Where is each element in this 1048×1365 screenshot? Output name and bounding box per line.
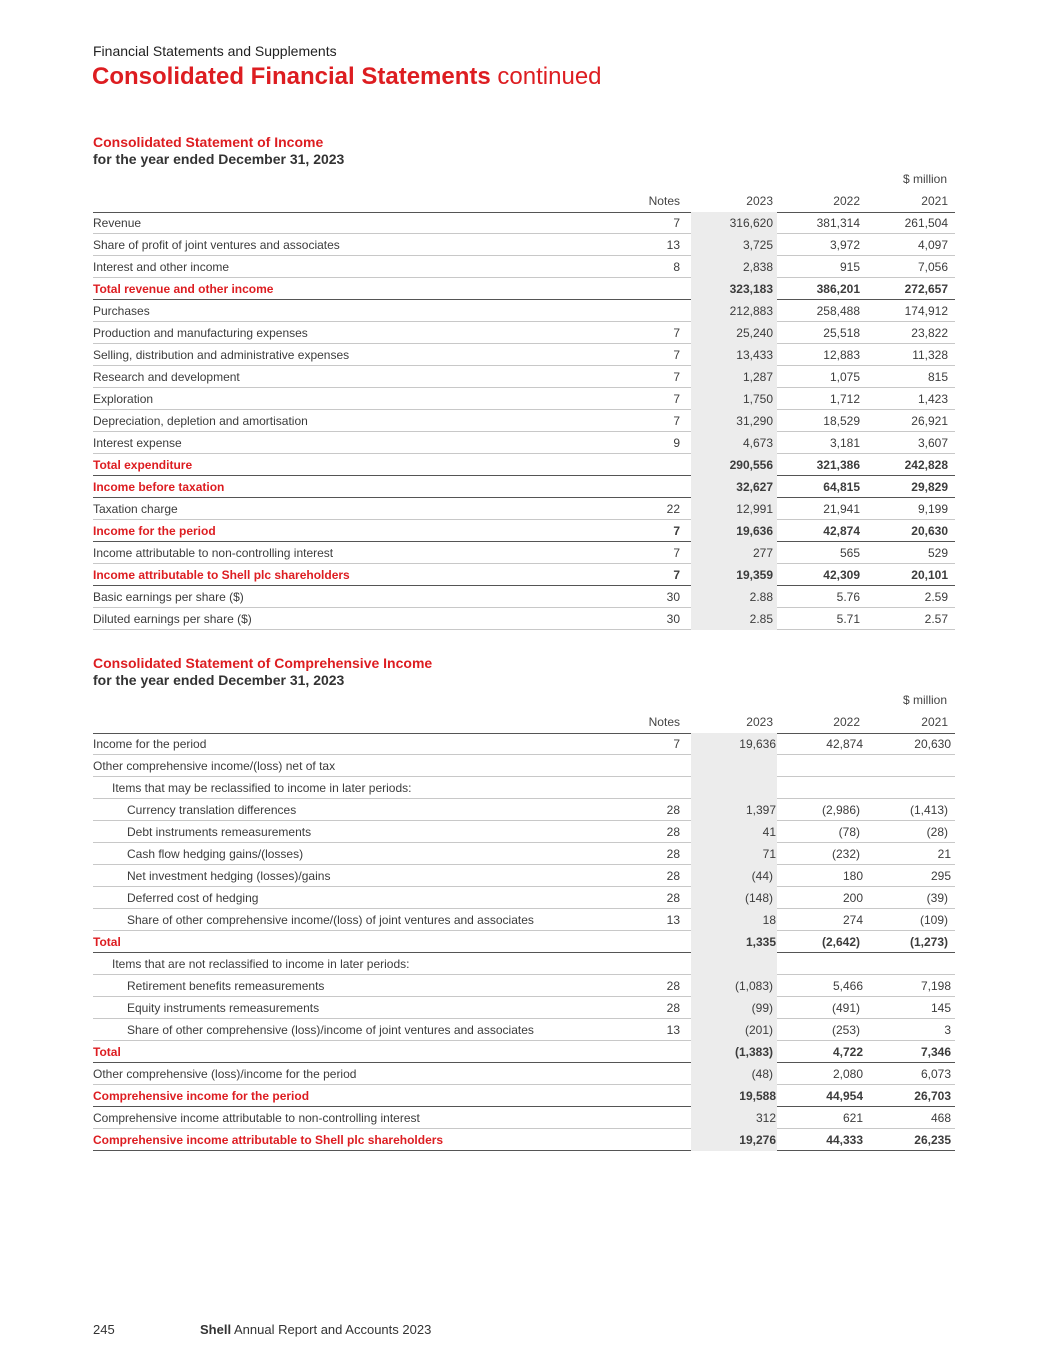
value-2021: 3 bbox=[944, 1023, 951, 1037]
value-2023: 19,276 bbox=[739, 1133, 776, 1147]
note-cell: 28 bbox=[666, 1001, 680, 1015]
year-header-2021: 2021 bbox=[921, 194, 948, 208]
value-2021: 26,703 bbox=[914, 1089, 951, 1103]
value-2023: 32,627 bbox=[736, 480, 773, 494]
value-2023: 19,636 bbox=[739, 737, 776, 751]
value-2023: 3,725 bbox=[742, 238, 773, 252]
value-2022: (253) bbox=[831, 1023, 860, 1037]
value-2021: 7,346 bbox=[920, 1045, 951, 1059]
table-row bbox=[93, 388, 955, 410]
value-2021: 20,630 bbox=[914, 737, 951, 751]
row-label: Purchases bbox=[93, 304, 150, 318]
total-row bbox=[93, 1129, 955, 1151]
note-cell: 28 bbox=[666, 825, 680, 839]
value-2022: 621 bbox=[842, 1111, 863, 1125]
note-cell: 13 bbox=[666, 913, 680, 927]
statement-rows bbox=[93, 212, 955, 630]
value-2023: 19,636 bbox=[736, 524, 773, 538]
value-2021: 2.59 bbox=[924, 590, 948, 604]
table-row bbox=[93, 300, 955, 322]
note-cell: 28 bbox=[666, 803, 680, 817]
note-cell: 7 bbox=[673, 568, 680, 582]
note-cell: 13 bbox=[666, 1023, 680, 1037]
value-2022: 915 bbox=[839, 260, 860, 274]
value-2023: (99) bbox=[751, 1001, 773, 1015]
table-row bbox=[93, 410, 955, 432]
value-2022: 1,712 bbox=[829, 392, 860, 406]
table-row bbox=[93, 755, 955, 777]
comprehensive-income-statement bbox=[93, 655, 955, 1147]
note-cell: 28 bbox=[666, 847, 680, 861]
value-2023: 1,287 bbox=[742, 370, 773, 384]
value-2022: 64,815 bbox=[823, 480, 860, 494]
note-cell: 7 bbox=[673, 414, 680, 428]
value-2022: 44,333 bbox=[826, 1133, 863, 1147]
table-row bbox=[93, 953, 955, 975]
value-2022: 381,314 bbox=[816, 216, 860, 230]
value-2021: (109) bbox=[919, 913, 948, 927]
value-2021: 1,423 bbox=[917, 392, 948, 406]
row-label: Equity instruments remeasurements bbox=[127, 1001, 320, 1015]
table-row bbox=[93, 843, 955, 865]
value-2023: 316,620 bbox=[729, 216, 773, 230]
value-2023: 19,588 bbox=[739, 1089, 776, 1103]
units-label: $ million bbox=[902, 172, 947, 186]
value-2021: 26,921 bbox=[911, 414, 948, 428]
value-2023: 1,750 bbox=[742, 392, 773, 406]
year-header-2023: 2023 bbox=[746, 194, 773, 208]
value-2022: 3,181 bbox=[829, 436, 860, 450]
value-2021: 7,056 bbox=[917, 260, 948, 274]
value-2023: (1,383) bbox=[734, 1045, 773, 1059]
table-row bbox=[93, 865, 955, 887]
row-label: Selling, distribution and administrative expenses bbox=[93, 348, 350, 362]
value-2022: 2,080 bbox=[832, 1067, 863, 1081]
statement-subtitle: for the year ended December 31, 2023 bbox=[93, 151, 345, 167]
row-label: Income attributable to Shell plc shareholders bbox=[93, 568, 350, 582]
value-2021: (28) bbox=[926, 825, 948, 839]
value-2021: 4,097 bbox=[917, 238, 948, 252]
statement-title: Consolidated Statement of Comprehensive Income bbox=[93, 655, 433, 671]
row-label: Research and development bbox=[93, 370, 240, 384]
note-cell: 30 bbox=[666, 612, 680, 626]
value-2023: 4,673 bbox=[742, 436, 773, 450]
value-2022: 5,466 bbox=[832, 979, 863, 993]
row-label: Total expenditure bbox=[93, 458, 193, 472]
value-2022: 44,954 bbox=[826, 1089, 863, 1103]
note-cell: 9 bbox=[673, 436, 680, 450]
value-2022: 386,201 bbox=[816, 282, 860, 296]
value-2023: (148) bbox=[744, 891, 773, 905]
total-row bbox=[93, 278, 955, 300]
row-label: Net investment hedging (losses)/gains bbox=[127, 869, 331, 883]
value-2022: (491) bbox=[831, 1001, 860, 1015]
year-header-2022: 2022 bbox=[833, 194, 860, 208]
value-2021: 26,235 bbox=[914, 1133, 951, 1147]
note-cell: 7 bbox=[673, 216, 680, 230]
value-2021: 23,822 bbox=[911, 326, 948, 340]
table-row bbox=[93, 777, 955, 799]
value-2023: 41 bbox=[762, 825, 776, 839]
value-2021: 6,073 bbox=[920, 1067, 951, 1081]
total-row bbox=[93, 454, 955, 476]
value-2022: (2,642) bbox=[821, 935, 860, 949]
year-header-2021: 2021 bbox=[921, 715, 948, 729]
row-label: Deferred cost of hedging bbox=[127, 891, 259, 905]
note-cell: 7 bbox=[673, 348, 680, 362]
value-2023: 312 bbox=[755, 1111, 776, 1125]
value-2023: 13,433 bbox=[736, 348, 773, 362]
value-2022: (78) bbox=[838, 825, 860, 839]
row-label: Income for the period bbox=[93, 737, 207, 751]
current-year-highlight bbox=[691, 755, 777, 777]
table-row bbox=[93, 799, 955, 821]
value-2021: 20,101 bbox=[911, 568, 948, 582]
page-title bbox=[92, 63, 602, 91]
value-2023: 2.85 bbox=[749, 612, 773, 626]
value-2021: (1,413) bbox=[909, 803, 948, 817]
table-row bbox=[93, 733, 955, 755]
value-2022: 5.71 bbox=[836, 612, 860, 626]
value-2022: 4,722 bbox=[832, 1045, 863, 1059]
notes-header: Notes bbox=[648, 194, 680, 208]
value-2021: 295 bbox=[930, 869, 951, 883]
value-2021: (1,273) bbox=[909, 935, 948, 949]
value-2022: 18,529 bbox=[823, 414, 860, 428]
value-2022: 5.76 bbox=[836, 590, 860, 604]
note-cell: 28 bbox=[666, 869, 680, 883]
value-2022: 274 bbox=[842, 913, 863, 927]
table-row bbox=[93, 542, 955, 564]
note-cell: 7 bbox=[673, 326, 680, 340]
value-2023: 323,183 bbox=[729, 282, 773, 296]
total-row bbox=[93, 520, 955, 542]
note-cell: 28 bbox=[666, 979, 680, 993]
value-2023: 12,991 bbox=[736, 502, 773, 516]
row-label: Cash flow hedging gains/(losses) bbox=[127, 847, 304, 861]
current-year-highlight bbox=[691, 777, 777, 799]
value-2023: 31,290 bbox=[736, 414, 773, 428]
row-label: Items that are not reclassified to income in later periods: bbox=[112, 957, 410, 971]
value-2021: 261,504 bbox=[904, 216, 948, 230]
row-label: Share of profit of joint ventures and associates bbox=[93, 238, 340, 252]
row-label: Other comprehensive income/(loss) net of tax bbox=[93, 759, 336, 773]
note-cell: 7 bbox=[673, 737, 680, 751]
note-cell: 13 bbox=[666, 238, 680, 252]
value-2021: 7,198 bbox=[920, 979, 951, 993]
current-year-highlight bbox=[691, 953, 777, 975]
notes-header: Notes bbox=[648, 715, 680, 729]
page-number: 245 bbox=[93, 1322, 115, 1337]
value-2023: 18 bbox=[762, 913, 776, 927]
table-row bbox=[93, 1063, 955, 1085]
value-2022: 565 bbox=[839, 546, 860, 560]
row-label: Revenue bbox=[93, 216, 142, 230]
row-label: Share of other comprehensive (loss)/income of joint ventures and associates bbox=[127, 1023, 534, 1037]
column-header-row bbox=[93, 190, 955, 213]
value-2022: 42,874 bbox=[826, 737, 863, 751]
value-2021: 145 bbox=[930, 1001, 951, 1015]
value-2022: 1,075 bbox=[829, 370, 860, 384]
value-2021: 468 bbox=[930, 1111, 951, 1125]
note-cell: 7 bbox=[673, 546, 680, 560]
row-label: Currency translation differences bbox=[127, 803, 297, 817]
table-row bbox=[93, 212, 955, 234]
value-2023: 2.88 bbox=[749, 590, 773, 604]
value-2022: (232) bbox=[831, 847, 860, 861]
row-label: Total revenue and other income bbox=[93, 282, 274, 296]
note-cell: 30 bbox=[666, 590, 680, 604]
table-row bbox=[93, 821, 955, 843]
note-cell: 7 bbox=[673, 392, 680, 406]
value-2023: 290,556 bbox=[729, 458, 773, 472]
table-row bbox=[93, 887, 955, 909]
value-2023: 71 bbox=[762, 847, 776, 861]
value-2021: 815 bbox=[927, 370, 948, 384]
table-row bbox=[93, 586, 955, 608]
total-row bbox=[93, 1041, 955, 1063]
value-2022: 3,972 bbox=[829, 238, 860, 252]
value-2022: 42,874 bbox=[823, 524, 860, 538]
row-label: Total bbox=[93, 1045, 121, 1059]
statement-title: Consolidated Statement of Income bbox=[93, 134, 324, 150]
statement-rows bbox=[93, 733, 955, 1151]
table-row bbox=[93, 366, 955, 388]
row-label: Retirement benefits remeasurements bbox=[127, 979, 325, 993]
footer-publication bbox=[200, 1322, 431, 1337]
year-header-2022: 2022 bbox=[833, 715, 860, 729]
value-2023: 1,335 bbox=[745, 935, 776, 949]
row-label: Comprehensive income attributable to Shell plc shareholders bbox=[93, 1133, 444, 1147]
column-header-row bbox=[93, 711, 955, 734]
units-label: $ million bbox=[902, 693, 947, 707]
row-label: Items that may be reclassified to income in later periods: bbox=[112, 781, 412, 795]
value-2022: 200 bbox=[842, 891, 863, 905]
row-label: Comprehensive income for the period bbox=[93, 1089, 310, 1103]
value-2023: (1,083) bbox=[734, 979, 773, 993]
page-title-main: Consolidated Financial Statements bbox=[92, 63, 491, 90]
table-row bbox=[93, 975, 955, 997]
row-label: Share of other comprehensive income/(loss) of joint ventures and associates bbox=[127, 913, 534, 927]
note-cell: 7 bbox=[673, 370, 680, 384]
value-2022: 42,309 bbox=[823, 568, 860, 582]
row-label: Exploration bbox=[93, 392, 154, 406]
row-label: Other comprehensive (loss)/income for the period bbox=[93, 1067, 357, 1081]
year-header-2023: 2023 bbox=[746, 715, 773, 729]
table-row bbox=[93, 608, 955, 630]
table-row bbox=[93, 997, 955, 1019]
value-2022: (2,986) bbox=[821, 803, 860, 817]
value-2023: 19,359 bbox=[736, 568, 773, 582]
value-2021: 29,829 bbox=[911, 480, 948, 494]
total-row bbox=[93, 931, 955, 953]
value-2023: 25,240 bbox=[736, 326, 773, 340]
row-label: Taxation charge bbox=[93, 502, 178, 516]
row-label: Income for the period bbox=[93, 524, 216, 538]
table-row bbox=[93, 322, 955, 344]
value-2023: 1,397 bbox=[745, 803, 776, 817]
table-row bbox=[93, 498, 955, 520]
row-label: Debt instruments remeasurements bbox=[127, 825, 312, 839]
publication-title: Annual Report and Accounts 2023 bbox=[233, 1322, 432, 1337]
note-cell: 22 bbox=[666, 502, 680, 516]
row-label: Basic earnings per share ($) bbox=[93, 590, 244, 604]
table-row bbox=[93, 344, 955, 366]
row-label: Interest and other income bbox=[93, 260, 230, 274]
value-2021: 9,199 bbox=[917, 502, 948, 516]
value-2021: 174,912 bbox=[904, 304, 948, 318]
value-2022: 180 bbox=[842, 869, 863, 883]
value-2021: 2.57 bbox=[924, 612, 948, 626]
income-statement bbox=[93, 134, 955, 626]
value-2021: 3,607 bbox=[917, 436, 948, 450]
table-row bbox=[93, 234, 955, 256]
value-2021: 272,657 bbox=[904, 282, 948, 296]
row-label: Income attributable to non-controlling interest bbox=[93, 546, 334, 560]
value-2022: 321,386 bbox=[816, 458, 860, 472]
value-2023: (44) bbox=[751, 869, 773, 883]
table-row bbox=[93, 1019, 955, 1041]
section-label: Financial Statements and Supplements bbox=[93, 43, 337, 59]
value-2021: 11,328 bbox=[912, 348, 948, 362]
value-2023: (48) bbox=[751, 1067, 773, 1081]
table-row bbox=[93, 909, 955, 931]
value-2021: 242,828 bbox=[904, 458, 948, 472]
statement-subtitle: for the year ended December 31, 2023 bbox=[93, 672, 345, 688]
row-label: Income before taxation bbox=[93, 480, 225, 494]
row-label: Total bbox=[93, 935, 121, 949]
value-2023: (201) bbox=[744, 1023, 773, 1037]
row-label: Production and manufacturing expenses bbox=[93, 326, 308, 340]
value-2021: 21 bbox=[937, 847, 951, 861]
row-label: Comprehensive income attributable to non-controlling interest bbox=[93, 1111, 420, 1125]
value-2021: 20,630 bbox=[911, 524, 948, 538]
value-2023: 212,883 bbox=[729, 304, 773, 318]
total-row bbox=[93, 1085, 955, 1107]
page-title-suffix: continued bbox=[497, 63, 602, 90]
row-label: Interest expense bbox=[93, 436, 182, 450]
note-cell: 7 bbox=[673, 524, 680, 538]
value-2022: 25,518 bbox=[823, 326, 860, 340]
value-2022: 21,941 bbox=[823, 502, 860, 516]
value-2023: 2,838 bbox=[742, 260, 773, 274]
total-row bbox=[93, 476, 955, 498]
table-row bbox=[93, 256, 955, 278]
row-label: Diluted earnings per share ($) bbox=[93, 612, 252, 626]
value-2021: (39) bbox=[926, 891, 948, 905]
table-row bbox=[93, 1107, 955, 1129]
value-2021: 529 bbox=[927, 546, 948, 560]
value-2022: 258,488 bbox=[816, 304, 860, 318]
brand-name: Shell bbox=[200, 1322, 232, 1337]
value-2023: 277 bbox=[752, 546, 773, 560]
value-2022: 12,883 bbox=[823, 348, 860, 362]
note-cell: 8 bbox=[673, 260, 680, 274]
note-cell: 28 bbox=[666, 891, 680, 905]
total-row bbox=[93, 564, 955, 586]
row-label: Depreciation, depletion and amortisation bbox=[93, 414, 308, 428]
table-row bbox=[93, 432, 955, 454]
